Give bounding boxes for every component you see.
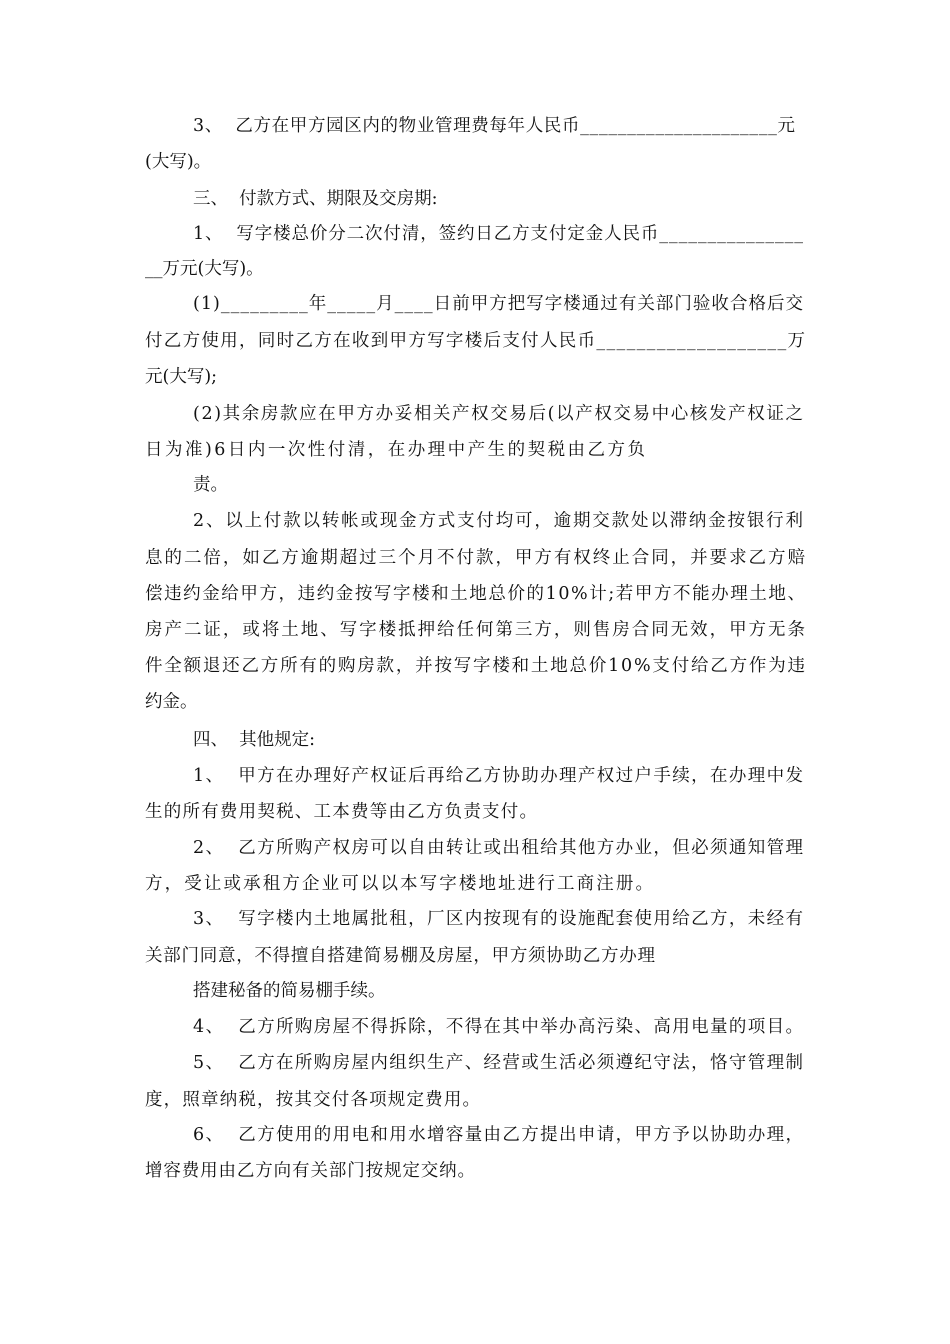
text-line: 2、 乙方所购产权房可以自由转让或出租给其他方办业，但必须通知管理 xyxy=(193,838,805,858)
text-line: 三、 付款方式、期限及交房期: xyxy=(193,189,438,209)
text-line: 偿违约金给甲方，违约金按写字楼和土地总价的10%计;若甲方不能办理土地、 xyxy=(145,584,807,604)
text-line: 四、 其他规定: xyxy=(193,730,316,750)
text-line: 方，受让或承租方企业可以以本写字楼地址进行工商注册。 xyxy=(145,874,656,894)
text-line: 度，照章纳税，按其交付各项规定费用。 xyxy=(145,1090,482,1110)
text-line: 5、 乙方在所购房屋内组织生产、经营或生活必须遵纪守法，恪守管理制 xyxy=(193,1053,805,1073)
text-line: 约金。 xyxy=(145,692,198,712)
text-line: 日为准)6日内一次性付清，在办理中产生的契税由乙方负 xyxy=(145,440,648,460)
text-line: 生的所有费用契税、工本费等由乙方负责支付。 xyxy=(145,802,539,822)
text-line: 元(大写); xyxy=(145,367,218,387)
text-line: 4、 乙方所购房屋不得拆除，不得在其中举办高污染、高用电量的项目。 xyxy=(193,1017,805,1037)
text-line: 息的二倍，如乙方逾期超过三个月不付款，甲方有权终止合同，并要求乙方赔 xyxy=(145,548,807,568)
text-line: 1、 写字楼总价分二次付清，签约日乙方支付定金人民币_______________ xyxy=(193,224,804,244)
text-line: __万元(大写)。 xyxy=(145,259,264,279)
text-line: 6、 乙方使用的用电和用水增容量由乙方提出申请，甲方予以协助办理， xyxy=(193,1125,805,1145)
text-line: (大写)。 xyxy=(145,152,212,172)
text-line: 房产二证，或将土地、写字楼抵押给任何第三方，则售房合同无效，甲方无条 xyxy=(145,620,807,640)
text-line: 3、 写字楼内土地属批租，厂区内按现有的设施配套使用给乙方，未经有 xyxy=(193,909,805,929)
text-line: 关部门同意，不得擅自搭建简易棚及房屋，甲方须协助乙方办理 xyxy=(145,946,656,966)
text-line: 件全额退还乙方所有的购房款，并按写字楼和土地总价10%支付给乙方作为违 xyxy=(145,656,807,676)
text-line: 3、 乙方在甲方园区内的物业管理费每年人民币_____________________元 xyxy=(193,116,796,136)
text-line: 增容费用由乙方向有关部门按规定交纳。 xyxy=(145,1161,476,1181)
text-line: 1、 甲方在办理好产权证后再给乙方协助办理产权过户手续，在办理中发 xyxy=(193,766,805,786)
text-line: 搭建秘备的简易棚手续。 xyxy=(193,981,386,1001)
text-line: (1)_________年_____月____日前甲方把写字楼通过有关部门验收合格后交 xyxy=(193,294,805,314)
text-line: 付乙方使用，同时乙方在收到甲方写字楼后支付人民币___________________万 xyxy=(145,331,807,351)
text-line: (2)其余房款应在甲方办妥相关产权交易后(以产权交易中心核发产权证之 xyxy=(193,404,805,424)
text-line: 责。 xyxy=(193,475,228,495)
text-line: 2、以上付款以转帐或现金方式支付均可，逾期交款处以滞纳金按银行利 xyxy=(193,511,805,531)
